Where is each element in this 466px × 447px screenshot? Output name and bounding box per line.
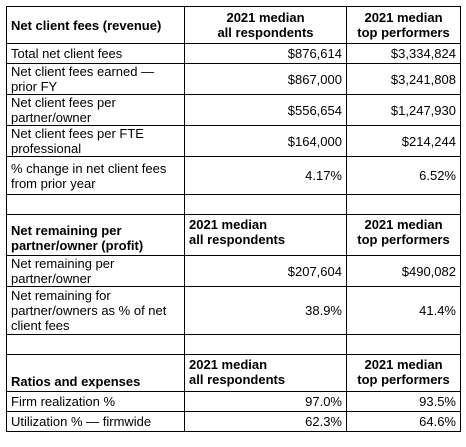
- row-label-line: prior FY: [11, 79, 58, 94]
- section-title-ratios-and-expenses: Ratios and expenses: [7, 355, 185, 392]
- row-label: [7, 64, 185, 95]
- row-label-line: Net client fees per: [11, 95, 116, 110]
- value-all-respondents: $867,000: [185, 64, 347, 95]
- column-header-line: all respondents: [217, 25, 314, 40]
- row-label: [7, 157, 185, 195]
- value-all-respondents: $876,614: [185, 44, 347, 64]
- value-all-respondents: 97.0%: [185, 392, 347, 412]
- empty-cell: [7, 335, 185, 355]
- value-all-respondents: 38.9%: [185, 287, 347, 335]
- table-row: [7, 256, 461, 287]
- row-label-line: client fees: [11, 318, 70, 333]
- row-label-line: Net client fees earned —: [11, 64, 155, 79]
- empty-cell: [347, 195, 461, 215]
- row-label-line: partner/owner: [11, 271, 92, 286]
- column-header-top-performers: [347, 215, 461, 256]
- section-title-net-client-fees: Net client fees (revenue): [7, 7, 185, 44]
- column-header-line: 2021 median: [364, 10, 443, 25]
- section-header-row: [7, 355, 461, 392]
- spacer-row: [7, 335, 461, 355]
- row-label: [7, 287, 185, 335]
- column-header-line: 2021 median: [226, 10, 305, 25]
- section-title-line: Net remaining per: [11, 223, 122, 238]
- row-label-line: Net client fees per FTE: [11, 126, 144, 141]
- column-header-line: 2021 median: [364, 357, 443, 372]
- value-all-respondents: $207,604: [185, 256, 347, 287]
- column-header-line: top performers: [357, 25, 450, 40]
- row-label: [7, 256, 185, 287]
- column-header-all-respondents: [185, 7, 347, 44]
- value-top-performers: $3,334,824: [347, 44, 461, 64]
- value-top-performers: 93.5%: [347, 392, 461, 412]
- table-row: [7, 287, 461, 335]
- row-label-line: Net remaining per: [11, 256, 115, 271]
- section-title-net-remaining: [7, 215, 185, 256]
- value-all-respondents: $556,654: [185, 95, 347, 126]
- value-top-performers: $1,247,930: [347, 95, 461, 126]
- table-row: [7, 412, 461, 432]
- section-title-line: partner/owner (profit): [11, 238, 144, 253]
- section-header-row: [7, 7, 461, 44]
- row-label: Firm realization %: [7, 392, 185, 412]
- value-top-performers: $3,241,808: [347, 64, 461, 95]
- table-row: [7, 157, 461, 195]
- row-label-line: partner/owner: [11, 110, 92, 125]
- table-row: [7, 44, 461, 64]
- column-header-line: all respondents: [189, 372, 286, 387]
- column-header-top-performers: [347, 355, 461, 392]
- empty-cell: [347, 335, 461, 355]
- section-header-row: [7, 215, 461, 256]
- row-label-line: professional: [11, 141, 82, 156]
- value-top-performers: 6.52%: [347, 157, 461, 195]
- table-row: [7, 392, 461, 412]
- row-label: [7, 126, 185, 157]
- column-header-line: top performers: [357, 372, 450, 387]
- value-all-respondents: 4.17%: [185, 157, 347, 195]
- row-label: [7, 44, 185, 64]
- value-all-respondents: 62.3%: [185, 412, 347, 432]
- row-label-line: Net remaining for: [11, 288, 111, 303]
- row-label: [7, 95, 185, 126]
- table-row: [7, 64, 461, 95]
- column-header-line: top performers: [357, 232, 450, 247]
- table-row: [7, 126, 461, 157]
- spacer-row: [7, 195, 461, 215]
- value-top-performers: 41.4%: [347, 287, 461, 335]
- empty-cell: [185, 335, 347, 355]
- empty-cell: [185, 195, 347, 215]
- value-top-performers: $214,244: [347, 126, 461, 157]
- column-header-all-respondents: [185, 215, 347, 256]
- column-header-line: 2021 median: [189, 217, 268, 232]
- column-header-top-performers: [347, 7, 461, 44]
- row-label-line: % change in net client fees: [11, 160, 167, 176]
- column-header-all-respondents: [185, 355, 347, 392]
- value-top-performers: $490,082: [347, 256, 461, 287]
- table-row: [7, 95, 461, 126]
- metrics-table: [6, 6, 461, 432]
- row-label-line: Total net client fees: [11, 46, 123, 61]
- column-header-line: 2021 median: [189, 357, 268, 372]
- column-header-line: 2021 median: [364, 217, 443, 232]
- value-top-performers: 64.6%: [347, 412, 461, 432]
- value-all-respondents: $164,000: [185, 126, 347, 157]
- column-header-line: all respondents: [189, 232, 286, 247]
- row-label-line: partner/owners as % of net: [11, 303, 167, 318]
- row-label: Utilization % — firmwide: [7, 412, 185, 432]
- empty-cell: [7, 195, 185, 215]
- row-label-line: from prior year: [11, 175, 96, 191]
